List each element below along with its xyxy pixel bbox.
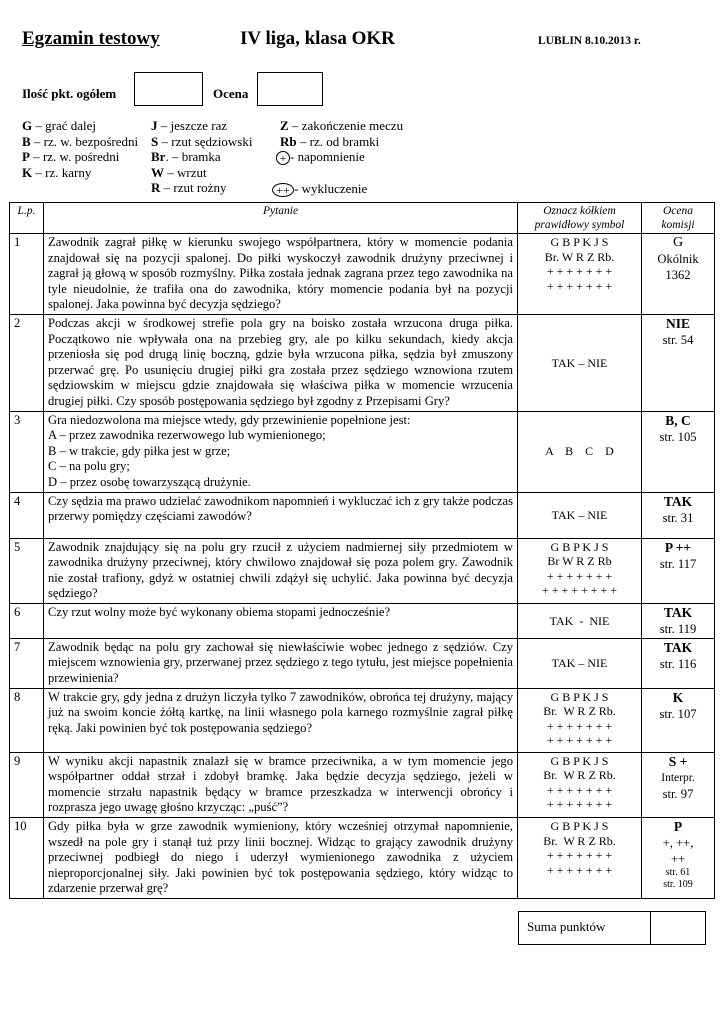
commission-grade-cell	[642, 752, 715, 817]
answer-symbol-line[interactable]: Br W R Z Rb	[547, 554, 612, 568]
table-row	[10, 603, 715, 638]
answer-symbol-line[interactable]: + + + + + + +	[546, 782, 613, 797]
row-number: 1	[10, 234, 44, 315]
legend-text: – wrzut	[164, 164, 207, 180]
grade-reference: str. 109	[663, 879, 693, 891]
answer-symbol-cell[interactable]	[518, 411, 642, 492]
commission-grade-cell	[642, 688, 715, 752]
legend-col-1	[22, 118, 152, 180]
answer-symbol-line[interactable]: + + + + + + + +	[541, 583, 618, 597]
answer-symbol-line[interactable]: G B P K J S	[550, 539, 609, 554]
commission-grade-cell	[642, 818, 715, 899]
legend-item	[151, 165, 286, 181]
table-row	[10, 638, 715, 688]
answer-symbol-cell[interactable]	[518, 538, 642, 603]
answer-symbol-cell[interactable]	[518, 818, 642, 899]
legend-text: – rz. w. pośredni	[29, 149, 120, 164]
league-class: IV liga, klasa OKR	[240, 28, 395, 49]
legend-item	[151, 180, 286, 196]
question-text: Gdy piłka była w grze zawodnik wymieniony, który wcześniej otrzymał napomnienie, wszedł na pole gry i stanął tuż przy linii bocznej. Widząc to grający zawodnik drużyny przeciwnej podbiegł do niego i uderzył wymienionego zawodnika z użyciem nieproporcjonalnej siły. Jaki powinien być tok postępowania sędziego, który widząc to zdarzenie przerwał grę?	[44, 818, 518, 899]
sum-divider	[650, 912, 651, 944]
answer-symbol-line[interactable]: + + + + + + +	[546, 797, 613, 812]
question-text: Czy rzut wolny może być wykonany obiema stopami jednocześnie?	[44, 603, 518, 638]
grade-reference: str. 54	[662, 332, 694, 347]
legend-key: S	[151, 133, 159, 149]
answer-symbol-cell[interactable]	[518, 314, 642, 411]
legend-key: Z	[280, 118, 289, 133]
answer-symbol-line[interactable]: G B P K J S	[550, 753, 609, 768]
sum-points-label: Suma punktów	[527, 919, 606, 934]
total-points-label: Ilość pkt. ogółem	[22, 86, 117, 101]
grade-answer: TAK	[663, 639, 693, 655]
question-text: Podczas akcji w środkowej strefie pola gry na boisko została wrzucona druga piłka. Początkowo nie wpływała ona na przebieg gry, ale po kilku sekundach, kiedy akcja przeniosła się pod drugą linię boczną, gdzie była wrzucona piłka, sędzia był zmuszony przerwać grę. Po usunięciu drugiej piłki gra została przez sędziego wznowiona rzutem sędziowskim w miejscu gdzie znajdowała się właściwa piłka w momencie wrzucenia drugiej piłki. Czy sposób postępowania sędziego był zgodny z Przepisami Gry?	[44, 314, 518, 411]
commission-grade-cell	[642, 603, 715, 638]
answer-symbol-cell[interactable]	[518, 638, 642, 688]
answer-symbol-line[interactable]: + + + + + + +	[546, 278, 613, 293]
legend-circle-symbol: +	[276, 151, 290, 165]
question-text: W trakcie gry, gdy jedna z drużyn liczyła tylko 7 zawodników, obrońca tej drużyny, mający już na swoim koncie żółtą kartkę, na linii własnego pola karnego rozmyślnie zagrał piłkę ręką. Jaki powinien być tok postępowania sędziego?	[44, 688, 518, 752]
legend-key: W	[151, 164, 164, 180]
legend-text: . – bramka	[165, 149, 221, 164]
row-number: 9	[10, 752, 44, 817]
grade-answer: P ++	[664, 539, 692, 555]
grade-answer: B, C	[665, 412, 691, 428]
legend-item	[151, 149, 286, 165]
answer-symbol-cell[interactable]	[518, 492, 642, 538]
grade-reference: str. 61	[665, 867, 691, 879]
legend-key: Br	[151, 149, 166, 164]
grade-answer: G	[672, 235, 684, 250]
table-row	[10, 688, 715, 752]
grade-reference: str. 31	[662, 510, 694, 525]
grade-reference: Okólnik	[657, 252, 699, 266]
row-number: 4	[10, 492, 44, 538]
table-row	[10, 411, 715, 492]
header-question: Pytanie	[44, 203, 518, 234]
legend-item	[22, 165, 152, 181]
question-text: Gra niedozwolona ma miejsce wtedy, gdy przewinienie popełnione jest: A – przez zawodnika rezerwowego lub wymienionego; B – w trakcie, gdy piłka jest w grze; C – na polu gry; D – przez osobę towarzyszącą drużynie.	[44, 411, 518, 492]
legend-item	[151, 118, 286, 134]
answer-symbol-line[interactable]: TAK - NIE	[549, 613, 610, 628]
legend-key: J	[151, 118, 158, 133]
answer-symbol-line[interactable]: Br. W R Z Rb.	[543, 768, 616, 783]
answer-symbol-line[interactable]: G B P K J S	[550, 689, 609, 704]
legend-item	[22, 118, 152, 134]
answer-symbol-line[interactable]: + + + + + + +	[546, 718, 613, 733]
answer-symbol-cell[interactable]	[518, 688, 642, 752]
question-text: W wyniku akcji napastnik znalazł się w bramce przeciwnika, a w tym momencie jego współpartner oddał strzał i zdobył bramkę. Jaka będzie decyzja sędziego, jeżeli w momencie strzału napastnik będący w bramce przeszkadza w interwencji obrońcy i rozprasza jego uwagę głośno krzycząc: „puść”?	[44, 752, 518, 817]
row-number: 7	[10, 638, 44, 688]
grade-reference: +, ++,	[662, 836, 694, 851]
grade-box[interactable]	[257, 72, 323, 106]
commission-grade-cell	[642, 538, 715, 603]
legend-text: – rz. w. bezpośredni	[30, 133, 139, 149]
legend-item	[280, 134, 440, 150]
question-text: Zawodnik zagrał piłkę w kierunku swojego współpartnera, który w momencie podania znajdował się na pozycji spalonej. Do piłki wyskoczył zawodnik drużyny przeciwnej i zagrał ją głową w sposób rozmyślny. Piłka została jednak zagrana przez tego zawodnika na tyle nieudolnie, że trafiła ona do zawodnika, który momencie podania był na pozycji spalonej. Jaka powinna być decyzja sędziego?	[44, 234, 518, 315]
commission-grade-cell	[642, 314, 715, 411]
grade-reference: Interpr.	[661, 771, 695, 784]
place-date: LUBLIN 8.10.2013 r.	[538, 35, 641, 47]
commission-grade-cell	[642, 638, 715, 688]
grade-answer: P	[673, 819, 683, 835]
exam-title: Egzamin testowy	[22, 28, 160, 49]
grade-reference: 1362	[665, 268, 691, 282]
legend-item	[280, 118, 440, 134]
table-header-row	[10, 203, 715, 234]
row-number: 8	[10, 688, 44, 752]
legend-text: – rz. karny	[32, 164, 92, 180]
table-row	[10, 314, 715, 411]
answer-symbol-line[interactable]: G B P K J S	[550, 235, 609, 249]
exam-table	[9, 202, 715, 899]
legend-text: – rzut rożny	[160, 180, 227, 195]
total-points-box[interactable]	[134, 72, 203, 106]
legend-text: – zakończenie meczu	[288, 118, 404, 133]
legend-text: – jeszcze raz	[157, 118, 228, 133]
legend-col-2	[151, 118, 286, 196]
row-number: 6	[10, 603, 44, 638]
legend-item	[276, 181, 440, 198]
grade-answer: NIE	[665, 315, 690, 331]
answer-symbol-cell[interactable]	[518, 234, 642, 315]
table-row	[10, 818, 715, 899]
legend-key: R	[151, 180, 161, 195]
header-grade: Ocena komisji	[642, 203, 715, 234]
table-row	[10, 538, 715, 603]
commission-grade-cell	[642, 411, 715, 492]
legend-text: – rzut sędziowski	[158, 133, 253, 149]
row-number: 2	[10, 314, 44, 411]
answer-symbol-line[interactable]: + + + + + + +	[546, 862, 613, 877]
legend-item	[22, 134, 152, 150]
commission-grade-cell	[642, 234, 715, 315]
legend-item	[22, 149, 152, 165]
legend-text: - wykluczenie	[294, 181, 368, 197]
grade-reference: ++	[670, 852, 686, 867]
header-symbol: Oznacz kółkiem prawidłowy symbol	[518, 203, 642, 234]
legend-col-3	[276, 118, 440, 198]
legend-key: K	[22, 164, 33, 180]
legend-item	[280, 149, 440, 165]
grade-answer: TAK	[663, 493, 693, 509]
legend-key: G	[22, 118, 33, 133]
answer-symbol-line[interactable]: G B P K J S	[550, 819, 609, 834]
question-text: Zawodnik znajdujący się na polu gry rzucił z użyciem nadmiernej siły przedmiotem w zawodnika drużyny przeciwnej, który chwilowo znajdował się poza polem gry. Zawodnik nie został trafiony, gdyż w ostatniej chwili zdążył się uchylić. Jaka powinna być decyzja sędziego?	[44, 538, 518, 603]
grade-reference: str. 116	[659, 656, 697, 671]
answer-symbol-line[interactable]: TAK – NIE	[551, 355, 608, 370]
header-lp: L.p.	[10, 203, 44, 234]
answer-symbol-line[interactable]: Br. W R Z Rb.	[544, 249, 615, 264]
legend-key: Rb	[280, 133, 297, 149]
answer-symbol-cell[interactable]	[518, 752, 642, 817]
grade-reference: str. 117	[659, 556, 697, 571]
grade-answer: S +	[668, 753, 688, 769]
answer-symbol-line[interactable]: Br. W R Z Rb.	[543, 704, 616, 719]
question-text: Czy sędzia ma prawo udzielać zawodnikom napomnień i wykluczać ich z gry także podczas przerwy pomiędzy częściami zawodów?	[44, 492, 518, 538]
answer-symbol-line[interactable]: + + + + + + +	[546, 848, 613, 863]
legend-text: – grać dalej	[32, 118, 97, 133]
row-number: 3	[10, 411, 44, 492]
row-number: 10	[10, 818, 44, 899]
table-row	[10, 492, 715, 538]
legend-text: - napomnienie	[290, 149, 365, 164]
table-row	[10, 234, 715, 315]
answer-symbol-line[interactable]: A B C D	[545, 444, 614, 459]
answer-symbol-line[interactable]: + + + + + + +	[546, 733, 613, 748]
legend-text: – rz. od bramki	[296, 133, 380, 149]
answer-symbol-line[interactable]: Br. W R Z Rb.	[543, 833, 616, 848]
grade-reference: str. 107	[659, 706, 697, 721]
sum-points-box[interactable]	[518, 911, 706, 945]
grade-reference: str. 119	[659, 621, 697, 636]
commission-grade-cell	[642, 492, 715, 538]
answer-symbol-line[interactable]: + + + + + + +	[546, 568, 613, 583]
legend-key: P	[22, 149, 30, 164]
question-text: Zawodnik będąc na polu gry zachował się niewłaściwie wobec jednego z sędziów. Czy miejscem wznowienia gry, przerwanej przez sędziego z tego tytułu, jest miejsce popełnienia przewinienia?	[44, 638, 518, 688]
grade-reference: str. 97	[662, 786, 694, 801]
grade-answer: TAK	[663, 604, 693, 620]
table-row	[10, 752, 715, 817]
legend-item	[151, 134, 286, 150]
grade-reference: str. 105	[659, 429, 697, 444]
grade-label: Ocena	[213, 86, 249, 101]
grade-answer: K	[672, 689, 684, 705]
legend-circle-symbol: ++	[272, 183, 294, 197]
legend-key: B	[22, 133, 31, 149]
answer-symbol-line[interactable]: TAK – NIE	[551, 507, 608, 522]
answer-symbol-cell[interactable]	[518, 603, 642, 638]
row-number: 5	[10, 538, 44, 603]
answer-symbol-line[interactable]: + + + + + + +	[546, 264, 613, 278]
answer-symbol-line[interactable]: TAK – NIE	[551, 656, 608, 671]
